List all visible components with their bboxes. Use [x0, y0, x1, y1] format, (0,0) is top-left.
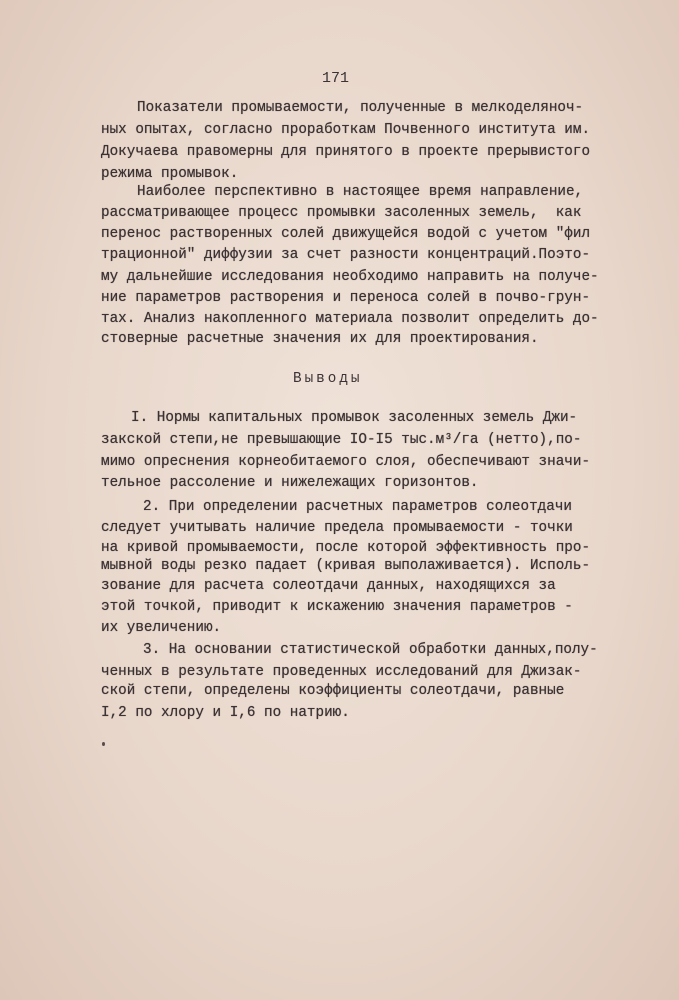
text-line: тах. Анализ накопленного материала позволит определить до-	[101, 311, 599, 327]
text-line: Показатели промываемости, полученные в мелкоделяноч-	[137, 100, 584, 116]
text-line: ных опытах, согласно проработкам Почвенного института им.	[101, 122, 591, 138]
text-line: зование для расчета солеотдачи данных, находящихся за	[101, 578, 556, 594]
text-line: I. Нормы капитальных промывок засоленных земель Джи-	[131, 410, 578, 426]
text-line: следует учитывать наличие предела промываемости - точки	[101, 520, 573, 536]
text-line: перенос растворенных солей движущейся водой с учетом "фил	[101, 226, 591, 242]
ink-spot	[102, 742, 105, 746]
text-line: тельное рассоление и нижележащих горизонтов.	[101, 475, 479, 491]
text-line: режима промывок.	[101, 166, 239, 182]
text-line: закской степи,не превышающие IO-I5 тыс.м³/га (нетто),по-	[101, 432, 582, 448]
text-line: му дальнейшие исследования необходимо направить на получе-	[101, 269, 599, 285]
section-heading: Выводы	[293, 371, 363, 387]
text-line: этой точкой, приводит к искажению значения параметров -	[101, 599, 573, 615]
text-line: Наиболее перспективно в настоящее время направление,	[137, 184, 584, 200]
text-line: на кривой промываемости, после которой эффективность про-	[101, 540, 591, 556]
text-line: рассматривающее процесс промывки засоленных земель, как	[101, 205, 582, 221]
text-line: ской степи, определены коэффициенты солеотдачи, равные	[101, 683, 565, 699]
text-line: ние параметров растворения и переноса солей в почво-грун-	[101, 290, 591, 306]
text-line: их увеличению.	[101, 620, 222, 636]
text-line: 3. На основании статистической обработки данных,полу-	[143, 642, 598, 658]
text-line: I,2 по хлору и I,6 по натрию.	[101, 705, 350, 721]
text-line: 2. При определении расчетных параметров солеотдачи	[143, 499, 572, 515]
text-line: мимо опреснения корнеобитаемого слоя, обеспечивают значи-	[101, 454, 591, 470]
text-line: трационной" диффузии за счет разности концентраций.Поэто-	[101, 247, 591, 263]
text-line: стоверные расчетные значения их для проектирования.	[101, 331, 539, 347]
page-number: 171	[322, 70, 350, 87]
text-line: мывной воды резко падает (кривая выполаживается). Исполь-	[101, 558, 591, 574]
text-line: Докучаева правомерны для принятого в проекте прерывистого	[101, 144, 591, 160]
text-line: ченных в результате проведенных исследований для Джизак-	[101, 664, 582, 680]
